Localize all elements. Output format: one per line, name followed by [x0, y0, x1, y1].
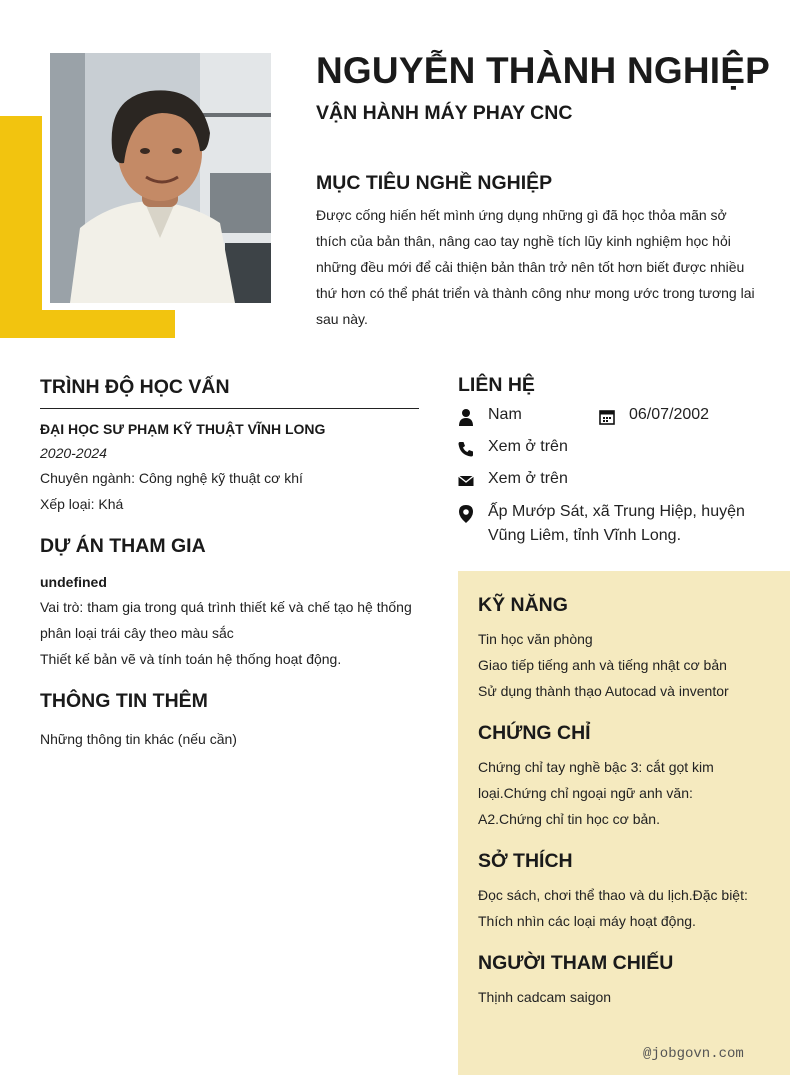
contact-address: Ấp Mướp Sát, xã Trung Hiệp, huyện Vũng Liêm, tỉnh Vĩnh Long. — [488, 503, 745, 544]
certificates-title: CHỨNG CHỈ — [478, 722, 591, 744]
skill-item: Sử dụng thành thạo Autocad và inventor — [478, 683, 729, 699]
contact-email: Xem ở trên — [488, 470, 568, 487]
project-role: Vai trò: tham gia trong quá trình thiết kế và chế tạo hệ thống phân loại trái cây theo màu sắc — [40, 599, 412, 641]
objective-title: MỤC TIÊU NGHỀ NGHIỆP — [316, 172, 553, 194]
contact-gender: Nam — [488, 406, 522, 423]
project-detail: Thiết kế bản vẽ và tính toán hệ thống hoạt động. — [40, 651, 342, 667]
section-divider — [40, 408, 419, 409]
skills-title: KỸ NĂNG — [478, 594, 568, 616]
certificates-text: Chứng chỉ tay nghề bậc 3: cắt gọt kim loại.Chứng chỉ ngoại ngữ anh văn: A2.Chứng chỉ tin học cơ bản. — [478, 759, 714, 827]
extra-info-title: THÔNG TIN THÊM — [40, 690, 208, 712]
hobbies-text: Đọc sách, chơi thể thao và du lịch.Đặc biệt: Thích nhìn các loại máy hoạt động. — [478, 887, 748, 929]
projects-title: DỰ ÁN THAM GIA — [40, 535, 206, 557]
calendar-icon — [598, 408, 616, 426]
skill-item: Giao tiếp tiếng anh và tiếng nhật cơ bản — [478, 657, 727, 673]
location-pin-icon — [457, 504, 475, 522]
skill-item: Tin học văn phòng — [478, 631, 593, 647]
watermark: @jobgovn.com — [643, 1046, 744, 1062]
education-period: 2020-2024 — [40, 445, 107, 461]
education-grade: Xếp loại: Khá — [40, 496, 124, 512]
person-icon — [457, 408, 475, 426]
references-text: Thịnh cadcam saigon — [478, 989, 612, 1005]
education-school: ĐẠI HỌC SƯ PHẠM KỸ THUẬT VĨNH LONG — [40, 421, 326, 437]
mail-icon — [457, 472, 475, 490]
hobbies-title: SỞ THÍCH — [478, 850, 573, 872]
extra-info-text: Những thông tin khác (nếu cần) — [40, 731, 237, 747]
profile-photo — [50, 53, 271, 303]
education-major: Chuyên ngành: Công nghệ kỹ thuật cơ khí — [40, 470, 303, 486]
objective-text: Được cống hiến hết mình ứng dụng những gì đã học thỏa mãn sở thích của bản thân, nâng cao tay nghề tích lũy kinh nghiệm học hỏi những đều mới để cải thiện bản thân trở nên tốt hơn biết được nhiều thứ hơn có thể phát triển và thành công như mong ước trong tương lai sau này. — [316, 207, 755, 327]
candidate-name: NGUYỄN THÀNH NGHIỆP — [316, 50, 770, 91]
contact-phone: Xem ở trên — [488, 438, 568, 455]
project-name: undefined — [40, 574, 107, 590]
references-title: NGƯỜI THAM CHIẾU — [478, 952, 674, 974]
candidate-role: VẬN HÀNH MÁY PHAY CNC — [316, 102, 573, 124]
phone-icon — [457, 440, 475, 458]
education-title: TRÌNH ĐỘ HỌC VẤN — [40, 376, 230, 398]
contact-birthday: 06/07/2002 — [629, 406, 710, 423]
contact-title: LIÊN HỆ — [458, 374, 535, 396]
